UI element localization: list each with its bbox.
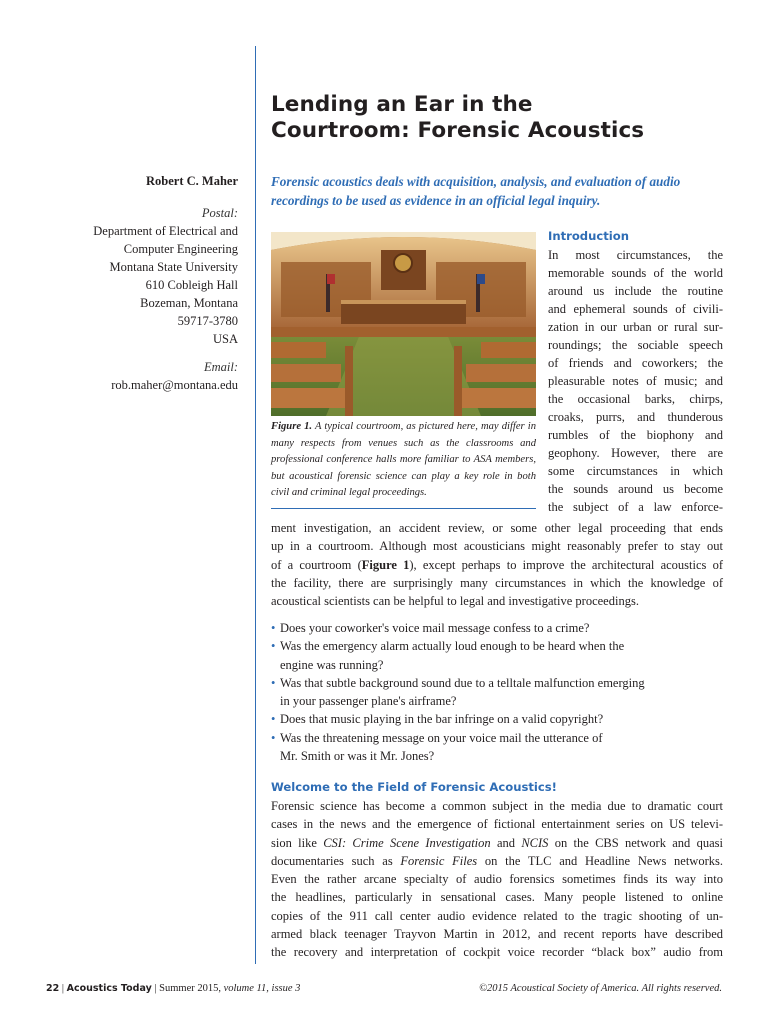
text-line: armed black teenager Trayvon Martin in 2012, and recent reports have described [271,927,723,942]
text-line: Even the rather arcane specialty of audio forensics sometimes finds its way into [271,872,723,887]
text-line: rumbles of the biophony and [548,428,723,442]
article-title [271,92,751,144]
csi-title: CSI: Crime Scene Investigation [323,835,491,850]
email-label: Email: [203,360,238,374]
postal-line: 610 Cobleigh Hall [145,278,238,292]
text-line: the headlines, particularly in sensational cases. Many people listened to online [271,890,723,905]
postal-label: Postal: [201,206,238,220]
caption-rule [271,508,536,509]
text-line: of a courtroom (Figure 1), except perhaps to improve the architectural acoustics of [271,557,723,572]
column-divider-rule [255,46,256,964]
welcome-body [271,797,723,962]
figure-label: Figure 1. [271,421,313,432]
figure-reference[interactable]: Figure 1 [361,557,410,572]
text-line: documentaries such as Forensic Files on the TLC and Headline News networks. [271,853,723,868]
list-item: • Was the emergency alarm actually loud enough to be heard when the engine was running? [271,637,723,674]
title-line-2: Courtroom: Forensic Acoustics [271,118,645,143]
figure-caption [271,419,536,502]
text-line: the recovery and interpretation of cockpit voice recorder “black box” audio from [271,945,723,960]
postal-line: USA [212,332,238,346]
introduction-wide-text [271,519,723,610]
postal-line: Computer Engineering [123,242,238,256]
postal-line: Bozeman, Montana [140,296,238,310]
text-line: geophony. However, there are [548,446,723,460]
author-info [18,172,238,394]
welcome-heading: Welcome to the Field of Forensic Acoustics! [271,780,557,794]
text-line: the sounds around us become [548,482,723,496]
issue-season: Summer 2015, [159,983,221,994]
text-line: of friends and coworkers; the [548,356,723,370]
postal-line: 59717-3780 [177,314,238,328]
text-line: pleasurable notes of music; and [548,374,723,388]
text-line: the subject of a law enforce- [548,500,723,514]
question-list [271,619,723,765]
courtroom-photo [271,232,536,416]
list-item: • Was the threatening message on your voice mail the utterance of Mr. Smith or was it Mr. Jones? [271,729,723,766]
list-item: • Was that subtle background sound due to a telltale malfunction emerging in your passenger plane's airframe? [271,674,723,711]
volume-issue: volume 11, issue 3 [223,983,301,994]
page-number: 22 [46,983,60,994]
author-email[interactable]: rob.maher@montana.edu [111,378,238,392]
text-line: roundings; the sociable speech [548,338,723,352]
postal-line: Department of Electrical and [93,224,238,238]
text-line: the facility, there are surprisingly many circumstances in which the knowledge of [271,575,723,590]
title-line-1: Lending an Ear in the [271,92,533,117]
text-line: the occasional barks, chirps, [548,392,723,406]
text-line: some circumstances in which [548,464,723,478]
text-line: around us include the routine [548,284,723,298]
text-line: copies of the 911 call center audio evidence related to the tragic shooting of un- [271,908,723,923]
text-line: ment investigation, an accident review, or some other legal proceeding that ends [271,521,723,535]
footer-copyright: ©2015 Acoustical Society of America. All rights reserved. [479,983,722,994]
footer-journal-info: 22 | Acoustics Today | Summer 2015, volume 11, issue 3 [46,983,301,994]
figure-caption-text: A typical courtroom, as pictured here, may differ in many respects from venues such as the classrooms and professional conference halls more familiar to ASA members, but acoustical forensic science can play a key role in both civil and criminal legal proceedings. [271,421,536,498]
text-line: memorable sounds of the world [548,266,723,280]
text-line: and ephemeral sounds of civili- [548,302,723,316]
text-line: up in a courtroom. Although most acousticians might reasonably prefer to stay out [271,539,723,554]
introduction-heading: Introduction [548,229,629,243]
list-item: • Does your coworker's voice mail message confess to a crime? [271,619,723,637]
postal-line: Montana State University [109,260,238,274]
text-line: zation in our urban or rural sur- [548,320,723,334]
author-name: Robert C. Maher [146,174,238,188]
text-line: acoustical scientists can be helpful to legal and investigative proceedings. [271,594,639,609]
introduction-column [548,246,723,516]
article-abstract: Forensic acoustics deals with acquisition, analysis, and evaluation of audio recordings to be used as evidence in an official legal inquiry. [271,174,681,208]
text-line: cases in the news and the emergence of fictional entertainment series on US televi- [271,817,723,832]
text-line: In most circumstances, the [548,248,723,262]
text-line: sion like CSI: Crime Scene Investigation and NCIS on the CBS network and quasi [271,835,723,850]
journal-name: Acoustics Today [66,983,152,994]
text-line: croaks, purrs, and thunderous [548,410,723,424]
list-item: • Does that music playing in the bar infringe on a valid copyright? [271,710,723,728]
ncis-title: NCIS [521,835,549,850]
text-line: Forensic science has become a common subject in the media due to dramatic court [271,799,723,813]
forensic-files-title: Forensic Files [400,853,478,868]
